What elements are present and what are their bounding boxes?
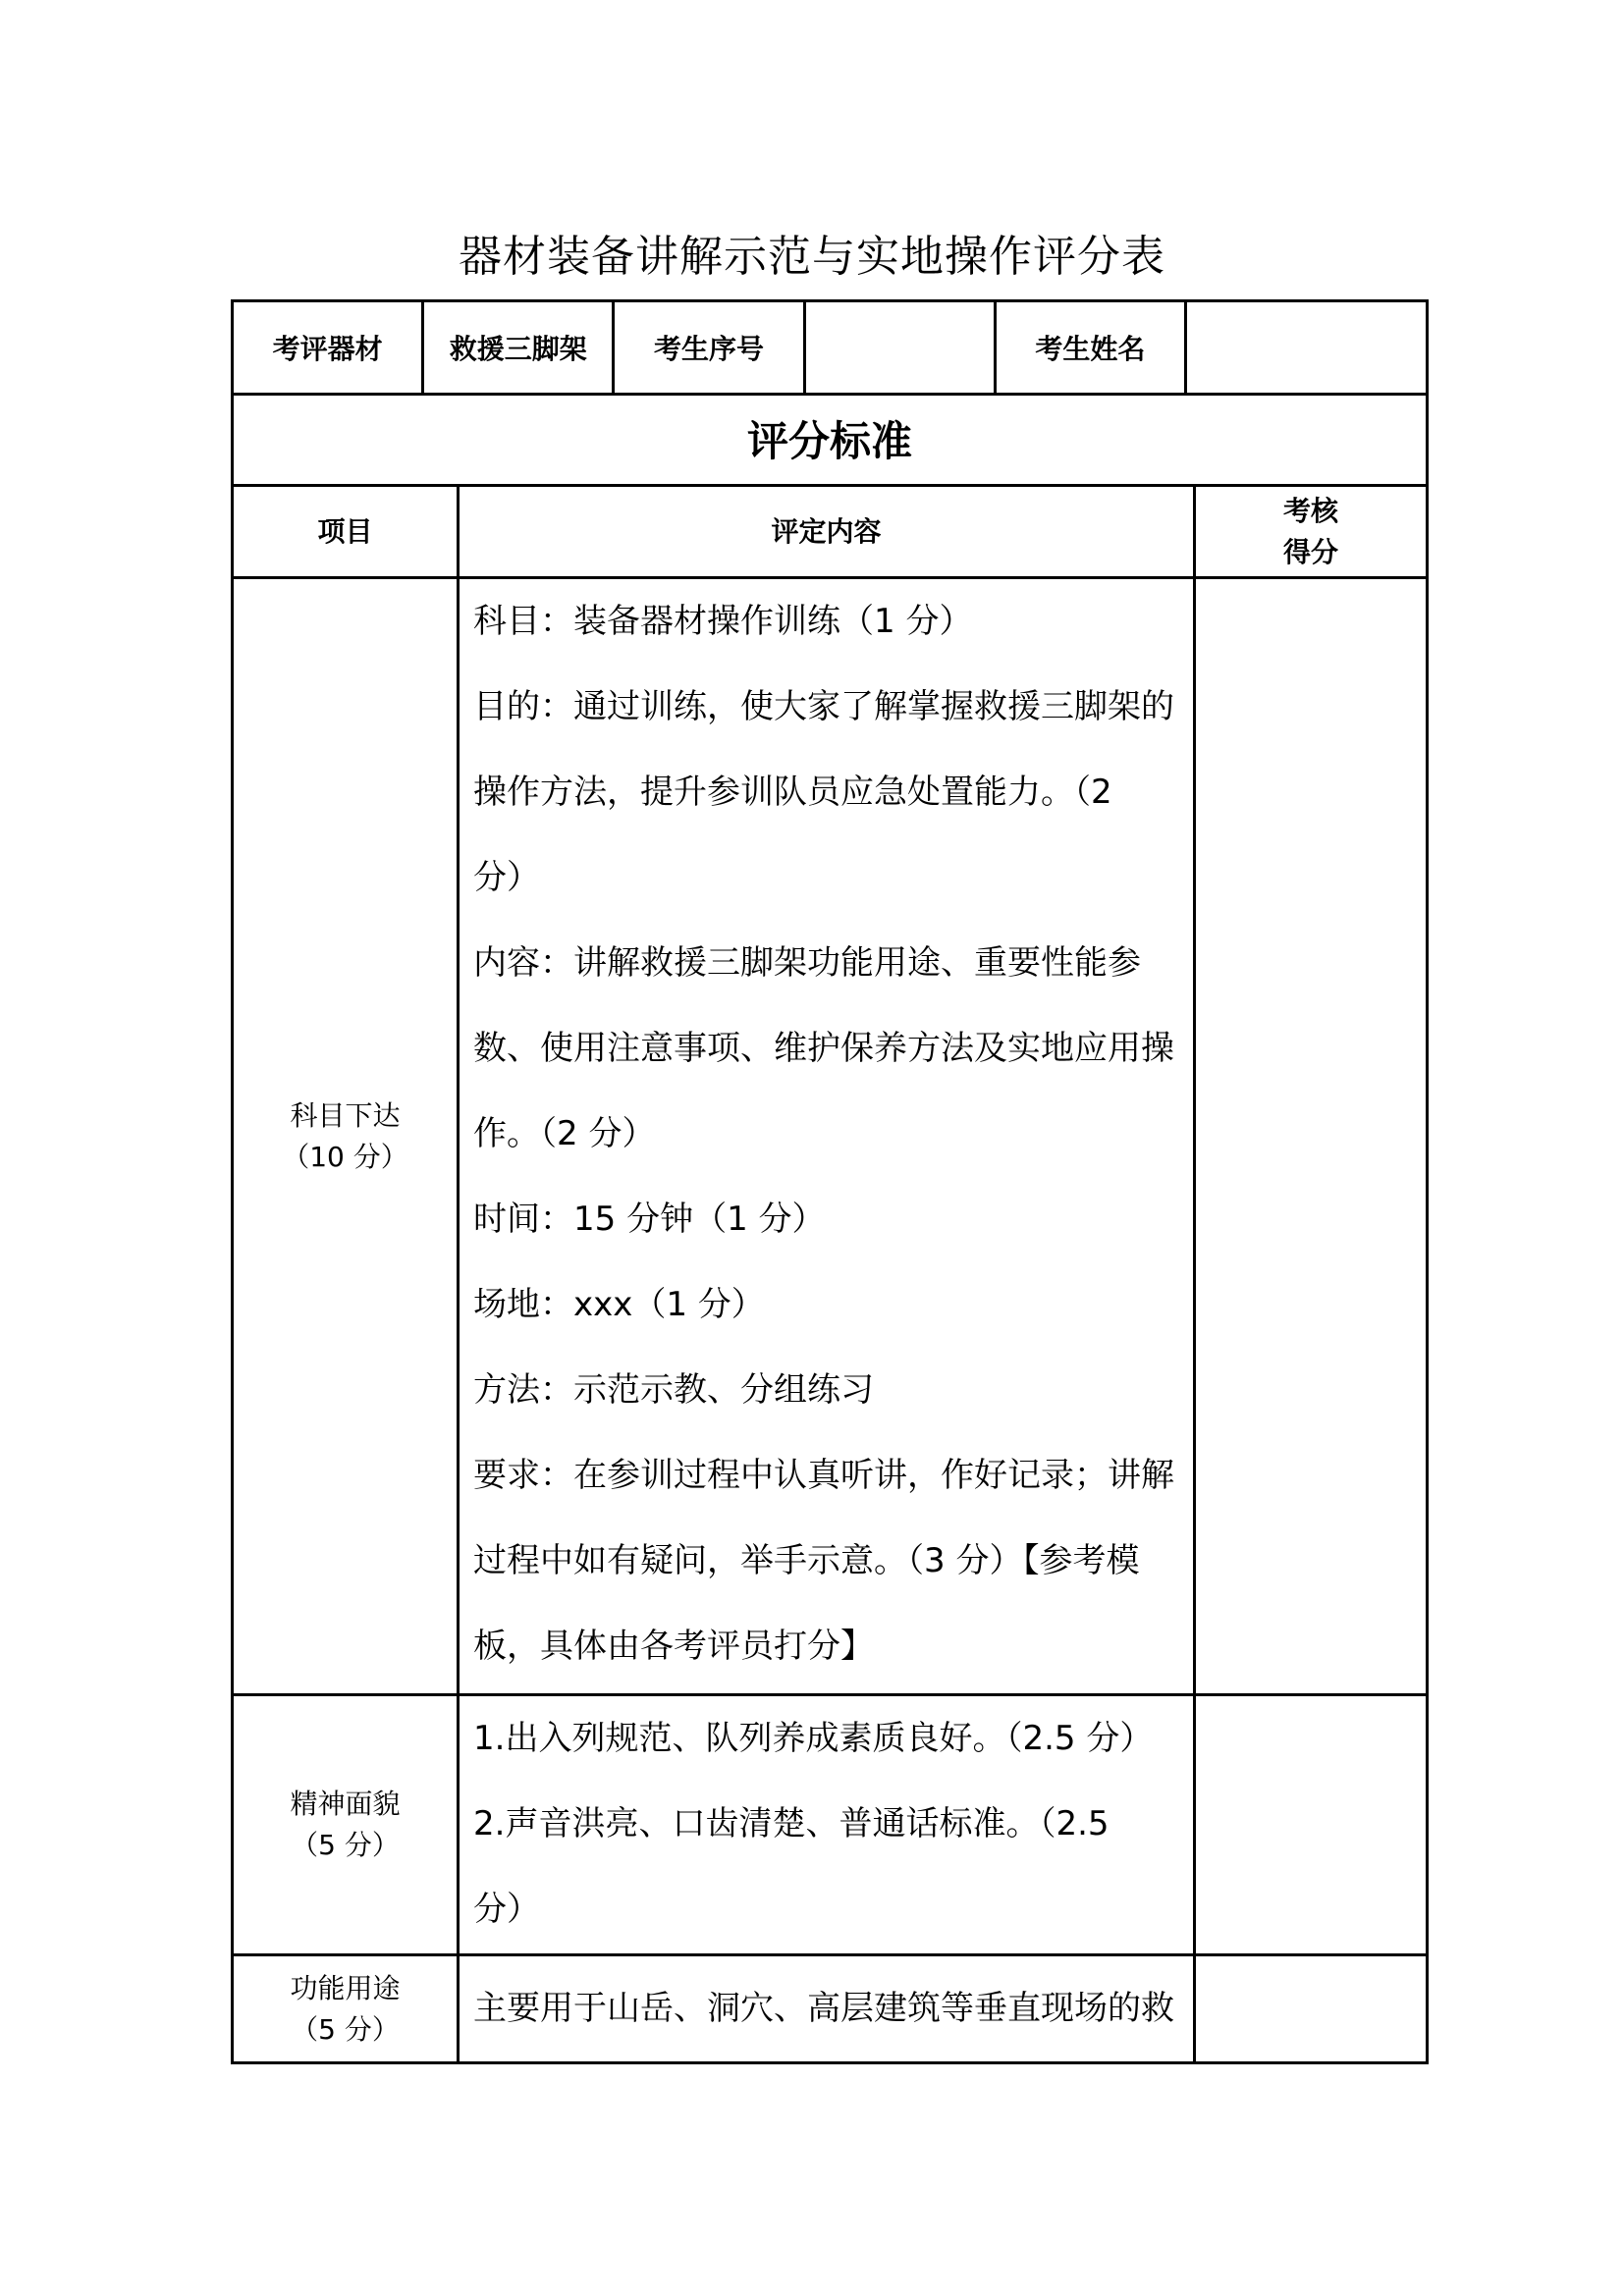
content-line: 科目：装备器材操作训练（1 分） bbox=[473, 602, 973, 641]
seq-value-field[interactable] bbox=[806, 302, 997, 393]
content-line: 要求：在参训过程中认真听讲，作好记录；讲解 bbox=[473, 1456, 1174, 1495]
item-cell bbox=[234, 1696, 460, 1953]
content-line: 时间：15 分钟（1 分） bbox=[473, 1200, 826, 1239]
content-line: 分） bbox=[473, 1890, 540, 1929]
name-label: 考生姓名 bbox=[997, 302, 1187, 393]
header-table bbox=[231, 299, 1429, 396]
content-line: 数、使用注意事项、维护保养方法及实地应用操 bbox=[473, 1029, 1174, 1068]
table-row bbox=[234, 576, 1426, 1693]
col-score-header-line1: 考核 bbox=[1282, 494, 1338, 527]
content-line: 场地：xxx（1 分） bbox=[473, 1285, 765, 1324]
column-header-row bbox=[234, 484, 1426, 576]
content-line: 分） bbox=[473, 858, 540, 897]
col-score-header bbox=[1196, 487, 1426, 576]
content-line: 1.出入列规范、队列养成素质良好。（2.5 分） bbox=[473, 1719, 1154, 1758]
col-content-header: 评定内容 bbox=[460, 487, 1196, 576]
item-cell bbox=[234, 1956, 460, 2061]
item-points: （10 分） bbox=[282, 1140, 408, 1173]
item-points: （5 分） bbox=[291, 1829, 400, 1861]
item-name: 功能用途 bbox=[290, 1971, 401, 2004]
content-cell bbox=[460, 1696, 1196, 1953]
item-cell bbox=[234, 579, 460, 1693]
content-line: 方法：示范示教、分组练习 bbox=[473, 1370, 874, 1410]
table-row bbox=[234, 1693, 1426, 1953]
content-line: 过程中如有疑问，举手示意。（3 分）【参考模 bbox=[473, 1541, 1140, 1580]
content-line: 2.声音洪亮、口齿清楚、普通话标准。（2.5 bbox=[473, 1804, 1110, 1843]
item-name: 科目下达 bbox=[290, 1098, 401, 1132]
content-line: 操作方法，提升参训队员应急处置能力。（2 bbox=[473, 773, 1112, 812]
page-title: 器材装备讲解示范与实地操作评分表 bbox=[459, 232, 1165, 282]
content-line: 目的：通过训练，使大家了解掌握救援三脚架的 bbox=[473, 687, 1174, 726]
content-cell bbox=[460, 579, 1196, 1693]
score-field[interactable] bbox=[1196, 579, 1426, 1693]
content-line: 作。（2 分） bbox=[473, 1114, 656, 1153]
score-field[interactable] bbox=[1196, 1956, 1426, 2061]
equipment-label: 考评器材 bbox=[234, 302, 424, 393]
content-cell bbox=[460, 1956, 1196, 2061]
content-line: 内容：讲解救援三脚架功能用途、重要性能参 bbox=[473, 943, 1141, 983]
name-value-field[interactable] bbox=[1187, 302, 1426, 393]
col-item-header: 项目 bbox=[234, 487, 460, 576]
section-title-row bbox=[234, 394, 1426, 484]
item-points: （5 分） bbox=[291, 2012, 400, 2046]
col-score-header-line2: 得分 bbox=[1282, 535, 1338, 568]
table-row bbox=[234, 1953, 1426, 2061]
score-field[interactable] bbox=[1196, 1696, 1426, 1953]
scoring-table bbox=[231, 394, 1429, 2064]
equipment-value: 救援三脚架 bbox=[424, 302, 615, 393]
content-line: 板，具体由各考评员打分】 bbox=[473, 1627, 874, 1666]
content-line: 主要用于山岳、洞穴、高层建筑等垂直现场的救 bbox=[473, 1989, 1174, 2028]
section-title: 评分标准 bbox=[746, 417, 912, 465]
seq-label: 考生序号 bbox=[615, 302, 805, 393]
item-name: 精神面貌 bbox=[290, 1788, 401, 1820]
